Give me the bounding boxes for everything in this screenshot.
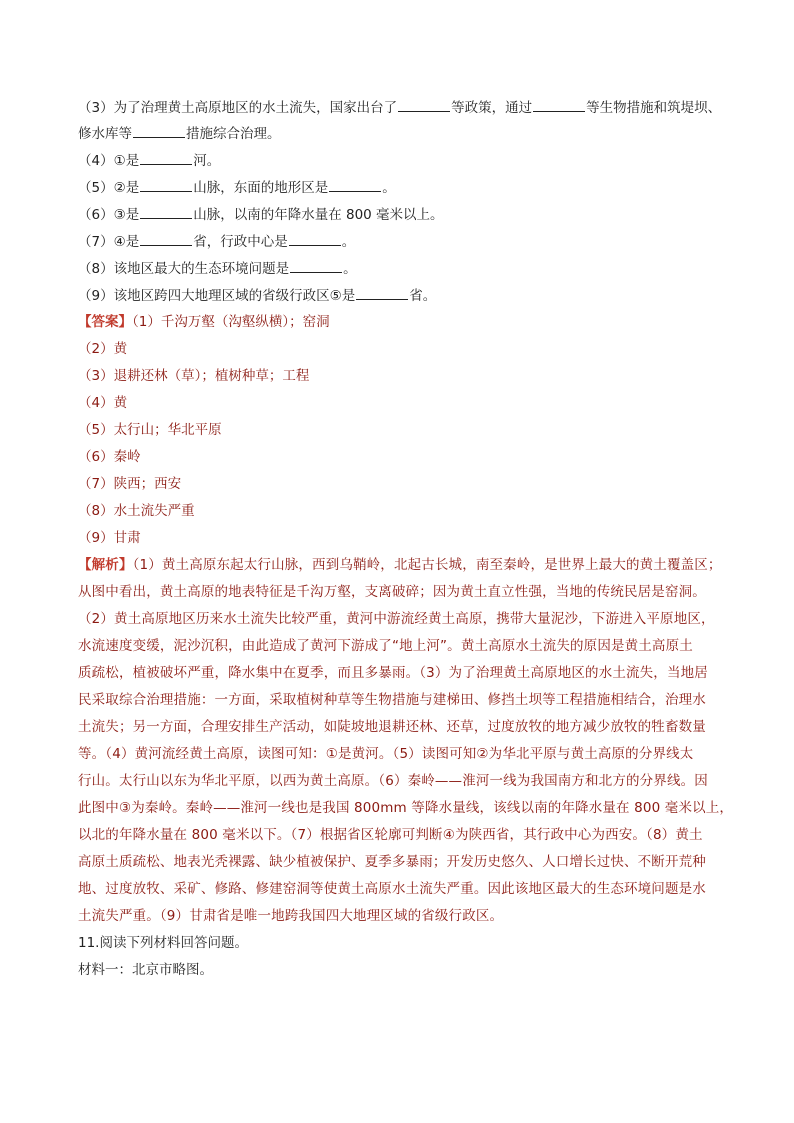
question-7 bbox=[78, 232, 778, 251]
explanation-line-10: 此图中③为秦岭。秦岭——淮河一线也是我国 800mm 等降水量线，该线以南的年降水量在 800 毫米以上， bbox=[78, 800, 734, 816]
question-text: 等政策，通过 bbox=[451, 100, 533, 116]
answer-line-6: （6）秦岭 bbox=[78, 449, 141, 465]
question-text: （8）该地区最大的生态环境问题是 bbox=[78, 261, 290, 277]
answer-text: （1）千沟万壑（沟壑纵横）；窑洞 bbox=[132, 314, 330, 330]
question-text: （4）①是 bbox=[78, 153, 140, 169]
explanation-line-1 bbox=[78, 556, 780, 574]
answer-blank bbox=[533, 98, 585, 112]
question-text: 。 bbox=[382, 180, 396, 196]
question-text: （6）③是 bbox=[78, 207, 140, 223]
question-text: （3）为了治理黄土高原地区的水土流失，国家出台了 bbox=[78, 100, 398, 116]
explanation-line-6: 民采取综合治理措施：一方面，采取植树种草等生物措施与建梯田、修挡土坝等工程措施相结合，治理水 bbox=[78, 692, 706, 708]
question-3-line-1 bbox=[78, 98, 778, 117]
explanation-line-8: 等。（4）黄河流经黄土高原，读图可知：①是黄河。（5）读图可知②为华北平原与黄土高原的分界线太 bbox=[78, 746, 694, 762]
material-1-caption: 材料一：北京市略图。 bbox=[78, 962, 213, 978]
explanation-line-5: 质疏松，植被破坏严重，降水集中在夏季，而且多暴雨。（3）为了治理黄土高原地区的水土流失，当地居 bbox=[78, 665, 708, 681]
explanation-line-12: 高原土质疏松、地表光秃裸露、缺少植被保护、夏季多暴雨；开发历史悠久、人口增长过快、不断开荒种 bbox=[78, 854, 706, 870]
explanation-line-14: 土流失严重。（9）甘肃省是唯一地跨我国四大地理区域的省级行政区。 bbox=[78, 908, 504, 924]
answer-blank bbox=[289, 232, 341, 246]
answer-blank bbox=[329, 178, 381, 192]
question-text: 措施综合治理。 bbox=[186, 126, 281, 142]
answer-line-1 bbox=[78, 313, 778, 331]
question-text: 修水库等 bbox=[78, 126, 132, 142]
question-text: 。 bbox=[343, 261, 357, 277]
answer-line-2: （2）黄 bbox=[78, 341, 128, 357]
question-4 bbox=[78, 151, 778, 170]
answer-line-9: （9）甘肃 bbox=[78, 530, 141, 546]
question-text: 河。 bbox=[193, 153, 221, 169]
question-8 bbox=[78, 259, 778, 278]
explanation-line-2: 从图中看出，黄土高原的地表特征是千沟万壑，支离破碎；因为黄土直立性强，当地的传统民居是窑洞。 bbox=[78, 584, 706, 600]
answer-line-3: （3）退耕还林（草）；植树种草；工程 bbox=[78, 368, 310, 384]
question-5 bbox=[78, 178, 778, 197]
answer-blank bbox=[140, 151, 192, 165]
answer-line-8: （8）水土流失严重 bbox=[78, 503, 195, 519]
answer-blank bbox=[290, 259, 342, 273]
answer-blank bbox=[356, 286, 408, 300]
question-text: 山脉，东面的地形区是 bbox=[193, 180, 329, 196]
answer-tag: 【答案】 bbox=[78, 314, 132, 330]
answer-blank bbox=[140, 232, 192, 246]
question-text: 省。 bbox=[409, 288, 437, 304]
answer-line-4: （4）黄 bbox=[78, 395, 128, 411]
explanation-text: （1）黄土高原东起太行山脉，西到乌鞘岭，北起古长城，南至秦岭，是世界上最大的黄土覆盖区； bbox=[132, 557, 722, 573]
question-6 bbox=[78, 205, 778, 224]
answer-blank bbox=[133, 124, 185, 138]
explanation-line-3: （2）黄土高原地区历来水土流失比较严重，黄河中游流经黄土高原，携带大量泥沙，下游进入平原地区， bbox=[78, 611, 715, 627]
question-text: （5）②是 bbox=[78, 180, 140, 196]
explanation-line-4: 水流速度变缓，泥沙沉积，由此造成了黄河下游成了“地上河”。黄土高原水土流失的原因是黄土高原土 bbox=[78, 638, 693, 654]
question-text: 。 bbox=[341, 234, 356, 250]
explanation-tag: 【解析】 bbox=[78, 557, 133, 573]
explanation-line-11: 以北的年降水量在 800 毫米以下。（7）根据省区轮廓可判断④为陕西省，其行政中心为西安。（8）黄土 bbox=[78, 827, 703, 843]
question-text: 山脉，以南的年降水量在 800 毫米以上。 bbox=[193, 207, 444, 223]
answer-line-5: （5）太行山；华北平原 bbox=[78, 422, 222, 438]
answer-blank bbox=[140, 205, 192, 219]
explanation-line-9: 行山。太行山以东为华北平原，以西为黄土高原。（6）秦岭——淮河一线为我国南方和北方的分界线。因 bbox=[78, 773, 708, 789]
question-11-heading: 11.阅读下列材料回答问题。 bbox=[78, 935, 248, 951]
answer-line-7: （7）陕西；西安 bbox=[78, 476, 182, 492]
question-text: （9）该地区跨四大地理区域的省级行政区⑤是 bbox=[78, 288, 356, 304]
question-9 bbox=[78, 286, 778, 305]
answer-blank bbox=[398, 98, 450, 112]
explanation-line-7: 土流失；另一方面，合理安排生产活动，如陡坡地退耕还林、还草，过度放牧的地方减少放牧的牲畜数量 bbox=[78, 719, 706, 735]
answer-blank bbox=[140, 178, 192, 192]
explanation-line-13: 地、过度放牧、采矿、修路、修建窑洞等使黄土高原水土流失严重。因此该地区最大的生态环境问题是水 bbox=[78, 881, 706, 897]
question-text: 等生物措施和筑堤坝、 bbox=[586, 100, 722, 116]
question-3-line-2 bbox=[78, 124, 778, 143]
question-text: 省，行政中心是 bbox=[193, 234, 288, 250]
question-text: （7）④是 bbox=[78, 234, 140, 250]
